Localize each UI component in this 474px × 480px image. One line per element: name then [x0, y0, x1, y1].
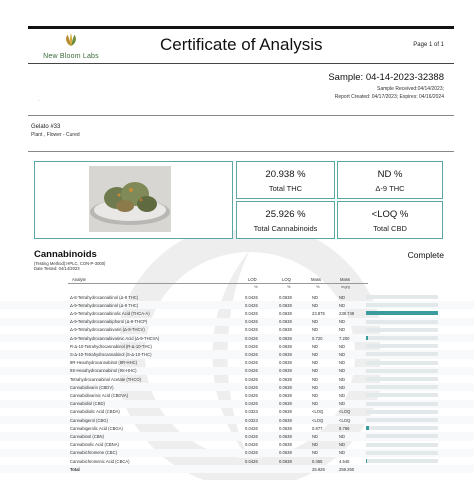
mass-mg-cell: ND: [339, 368, 346, 374]
loq-cell: 0.0638: [279, 368, 292, 374]
mass-mg-cell: ND: [339, 327, 346, 333]
analyte-cell: Cannabidivarin (CBDV): [70, 384, 114, 390]
unit-lod: %: [254, 284, 258, 289]
analyte-cell: Cannabidiolic Acid (CBDA): [70, 409, 120, 415]
mass-percent-cell: ND: [312, 302, 319, 308]
divider: [28, 63, 454, 64]
header-underline: [68, 283, 368, 284]
table-row: [0, 383, 474, 391]
lod-cell: 0.0426: [245, 368, 258, 374]
analyte-cell: Cannabichromene (CBC): [70, 450, 118, 456]
mass-mg-cell: ND: [339, 450, 346, 456]
table-row: [0, 441, 474, 449]
mass-mg-cell: ND: [339, 360, 346, 366]
lab-name: New Bloom Labs: [43, 53, 99, 60]
lod-cell: 0.0426: [245, 335, 258, 341]
analyte-cell: R-Δ-10-Tetrahydrocannabinol (R-Δ-10-THC): [70, 343, 152, 349]
page-number: Page 1 of 1: [413, 42, 444, 48]
lod-cell: 0.0426: [245, 425, 258, 431]
bar-track: [366, 328, 438, 332]
mass-percent-cell: 0.877: [312, 425, 323, 431]
table-row: [0, 301, 474, 309]
bar-track: [366, 426, 438, 430]
unit-loq: %: [287, 284, 291, 289]
stat-delta9-thc: [337, 161, 443, 199]
loq-cell: 0.0638: [279, 351, 292, 357]
table-row: [0, 416, 474, 424]
mass-percent-cell: 25.926: [312, 466, 325, 472]
table-row: [0, 334, 474, 342]
bar-track: [366, 459, 438, 463]
stat-value: ND %: [377, 169, 403, 180]
sample-received: Sample Received:04/14/2023;: [377, 86, 444, 92]
loq-cell: 0.0638: [279, 310, 292, 316]
sample-id: Sample: 04-14-2023-32388: [328, 72, 444, 83]
mass-mg-cell: 7.200: [339, 335, 350, 341]
mass-mg-cell: <LOQ: [339, 409, 351, 415]
loq-cell: 0.0638: [279, 335, 292, 341]
mass-percent-cell: ND: [312, 376, 319, 382]
mass-percent-cell: 0.455: [312, 458, 323, 464]
bar-track: [366, 393, 438, 397]
bar-fill: [366, 459, 367, 463]
analyte-cell: Cannabinolic Acid (CBNA): [70, 442, 119, 448]
stat-label: Total THC: [268, 184, 303, 193]
bar-fill: [366, 426, 369, 430]
loq-cell: 0.0638: [279, 384, 292, 390]
lod-cell: 0.0426: [245, 450, 258, 456]
mass-percent-cell: ND: [312, 351, 319, 357]
analyte-cell: S-Δ-10-Tetrahydrocannabinol (S-Δ-10-THC): [70, 351, 152, 357]
mass-percent-cell: 0.720: [312, 335, 323, 341]
bar-track: [366, 295, 438, 299]
loq-cell: 0.0638: [279, 450, 292, 456]
analyte-cell: Δ-9-Tetrahydrocannabinolic Acid (THCA-A): [70, 310, 150, 316]
unit-mass-pct: %: [316, 284, 320, 289]
loq-cell: 0.0638: [279, 343, 292, 349]
bar-fill: [366, 311, 438, 315]
mass-mg-cell: ND: [339, 343, 346, 349]
bar-track: [366, 418, 438, 422]
column-header-analyte: Analyte: [72, 277, 86, 282]
table-row: [0, 350, 474, 358]
loq-cell: 0.0638: [279, 294, 292, 300]
lod-cell: 0.0426: [245, 392, 258, 398]
table-row: [0, 359, 474, 367]
mass-percent-cell: ND: [312, 343, 319, 349]
date-tested: Date Tested: 04/14/2023: [34, 266, 80, 271]
table-row: [0, 293, 474, 301]
stat-value: 25.926 %: [265, 209, 306, 220]
table-row: [0, 424, 474, 432]
mass-percent-cell: ND: [312, 384, 319, 390]
mass-percent-cell: ND: [312, 368, 319, 374]
stat-label: Total Cannabinoids: [253, 224, 318, 233]
bar-track: [366, 385, 438, 389]
lod-cell: 0.0426: [245, 401, 258, 407]
stat-value: 20.938 %: [265, 169, 306, 180]
mass-percent-cell: ND: [312, 319, 319, 325]
bar-track: [366, 361, 438, 365]
unit-mass-mg: mg/g: [341, 284, 350, 289]
lod-cell: 0.0426: [245, 360, 258, 366]
lod-cell: 0.0323: [245, 409, 258, 415]
mass-mg-cell: 4.545: [339, 458, 350, 464]
column-header-mass-mg: Mass: [340, 277, 351, 282]
stat-label: Δ-9 THC: [375, 184, 405, 193]
lod-cell: 0.0426: [245, 351, 258, 357]
mass-mg-cell: ND: [339, 376, 346, 382]
report-dates: Report Created: 04/17/2023; Expires: 04/16/2024: [334, 94, 444, 100]
sample-photo: [35, 162, 231, 237]
lod-cell: 0.0426: [245, 433, 258, 439]
document-title: Certificate of Analysis: [160, 35, 323, 54]
column-header-mass-pct: Mass: [311, 277, 322, 282]
lod-cell: 0.0323: [245, 417, 258, 423]
table-row: [0, 465, 474, 473]
stat-total-thc: [236, 161, 335, 199]
analyte-cell: Cannabigerolic Acid (CBGA): [70, 425, 123, 431]
bar-track: [366, 434, 438, 438]
mass-mg-cell: ND: [339, 302, 346, 308]
leaf-logo-icon: [62, 33, 80, 47]
analyte-cell: Total: [70, 466, 80, 472]
mass-mg-cell: 259.260: [339, 466, 355, 472]
lab-logo: [36, 33, 106, 60]
column-header-loq: LOQ: [282, 277, 291, 282]
column-header-lod: LOD: [248, 277, 257, 282]
mass-percent-cell: ND: [312, 327, 319, 333]
loq-cell: 0.0638: [279, 458, 292, 464]
loq-cell: 0.0638: [279, 376, 292, 382]
analyte-cell: 9S-Hexahydrocannabinol (9S-HHC): [70, 368, 137, 374]
mass-percent-cell: 23.875: [312, 310, 325, 316]
stat-total-cbd: [337, 201, 443, 239]
table-row: [0, 342, 474, 350]
table-row: [0, 309, 474, 317]
loq-cell: 0.0638: [279, 442, 292, 448]
bar-track: [366, 336, 438, 340]
table-row: [0, 408, 474, 416]
divider: [28, 151, 454, 152]
bar-track: [366, 320, 438, 324]
lod-cell: 0.0426: [245, 458, 258, 464]
bar-track: [366, 402, 438, 406]
bar-track: [366, 344, 438, 348]
lod-cell: 0.0426: [245, 310, 258, 316]
loq-cell: 0.0638: [279, 409, 292, 415]
strain-name: Gelato #33: [31, 124, 61, 130]
analyte-cell: Δ-9-Tetrahydrocannabinol (Δ-9 THC): [70, 302, 139, 308]
lod-cell: 0.0426: [245, 327, 258, 333]
sample-photo-box: [34, 161, 233, 239]
table-row: [0, 457, 474, 465]
bar-track: [366, 377, 438, 381]
mass-percent-cell: ND: [312, 450, 319, 456]
loq-cell: 0.0638: [279, 360, 292, 366]
mass-percent-cell: ND: [312, 401, 319, 407]
mass-mg-cell: 238.749: [339, 310, 355, 316]
mass-mg-cell: ND: [339, 401, 346, 407]
mass-mg-cell: ND: [339, 351, 346, 357]
analyte-cell: Δ-9-Tetrahydrocannabivarinic Acid (Δ-9-THCVA): [70, 335, 160, 341]
mass-percent-cell: <LOQ: [312, 409, 324, 415]
loq-cell: 0.0638: [279, 302, 292, 308]
mass-mg-cell: ND: [339, 442, 346, 448]
lod-cell: 0.0426: [245, 343, 258, 349]
stat-total-cannabinoids: [236, 201, 335, 239]
mass-mg-cell: ND: [339, 433, 346, 439]
mass-percent-cell: ND: [312, 442, 319, 448]
loq-cell: 0.0638: [279, 401, 292, 407]
analyte-cell: Cannabidivarinic Acid (CBDVA): [70, 392, 129, 398]
analyte-cell: Cannabinol (CBN): [70, 433, 104, 439]
loq-cell: 0.0638: [279, 417, 292, 423]
analyte-cell: Δ-9-Tetrahydrocannabiphorol (Δ-9-THCP): [70, 319, 148, 325]
bar-track: [366, 443, 438, 447]
bar-track: [366, 410, 438, 414]
lod-cell: 0.0426: [245, 294, 258, 300]
table-row: [0, 432, 474, 440]
table-row: [0, 367, 474, 375]
table-row: [0, 326, 474, 334]
loq-cell: 0.0638: [279, 327, 292, 333]
mass-mg-cell: ND: [339, 294, 346, 300]
lod-cell: 0.0426: [245, 384, 258, 390]
mass-percent-cell: <LOQ: [312, 417, 324, 423]
table-row: [0, 400, 474, 408]
loq-cell: 0.0638: [279, 433, 292, 439]
loq-cell: 0.0638: [279, 392, 292, 398]
section-title: Cannabinoids: [34, 249, 97, 260]
lod-cell: 0.0426: [245, 376, 258, 382]
stat-value: <LOQ %: [371, 209, 409, 220]
analyte-cell: Δ-8-Tetrahydrocannabinol (Δ-8 THC): [70, 294, 139, 300]
mass-percent-cell: ND: [312, 294, 319, 300]
analyte-cell: Δ-9-Tetrahydrocannabivarin (Δ-9-THCV): [70, 327, 145, 333]
mark: ·: [38, 98, 40, 104]
testing-method: (Testing Method):HPLC, CON-P-3000): [34, 261, 106, 266]
analyte-cell: Cannabigerol (CBG): [70, 417, 108, 423]
header-rule: [28, 26, 454, 29]
lod-cell: 0.0426: [245, 442, 258, 448]
mass-percent-cell: ND: [312, 360, 319, 366]
mass-mg-cell: ND: [339, 319, 346, 325]
lod-cell: 0.0426: [245, 302, 258, 308]
table-row: [0, 375, 474, 383]
analyte-cell: Tetrahydrocannabinol Acetate (THCO): [70, 376, 141, 382]
mass-percent-cell: ND: [312, 433, 319, 439]
analyte-cell: 9R-Hexahydrocannabinol (9R-HHC): [70, 360, 138, 366]
bar-fill: [366, 336, 368, 340]
status-badge: Complete: [407, 250, 444, 260]
loq-cell: 0.0638: [279, 425, 292, 431]
mass-mg-cell: ND: [339, 384, 346, 390]
table-row: [0, 449, 474, 457]
loq-cell: 0.0638: [279, 319, 292, 325]
mass-percent-cell: ND: [312, 392, 319, 398]
mass-mg-cell: ND: [339, 392, 346, 398]
bar-track: [366, 352, 438, 356]
bar-track: [366, 303, 438, 307]
mass-mg-cell: 8.766: [339, 425, 350, 431]
lod-cell: 0.0426: [245, 319, 258, 325]
table-row: [0, 391, 474, 399]
table-row: [0, 318, 474, 326]
divider: [28, 115, 454, 116]
analyte-cell: Cannabidiol (CBD): [70, 401, 105, 407]
analyte-cell: Cannabichromenic Acid (CBCA): [70, 458, 130, 464]
bar-track: [366, 369, 438, 373]
stat-label: Total CBD: [373, 224, 407, 233]
mass-mg-cell: <LOQ: [339, 417, 351, 423]
bar-track: [366, 451, 438, 455]
bar-track: [366, 311, 438, 315]
sample-type: Plant , Flower - Cured: [31, 132, 80, 138]
